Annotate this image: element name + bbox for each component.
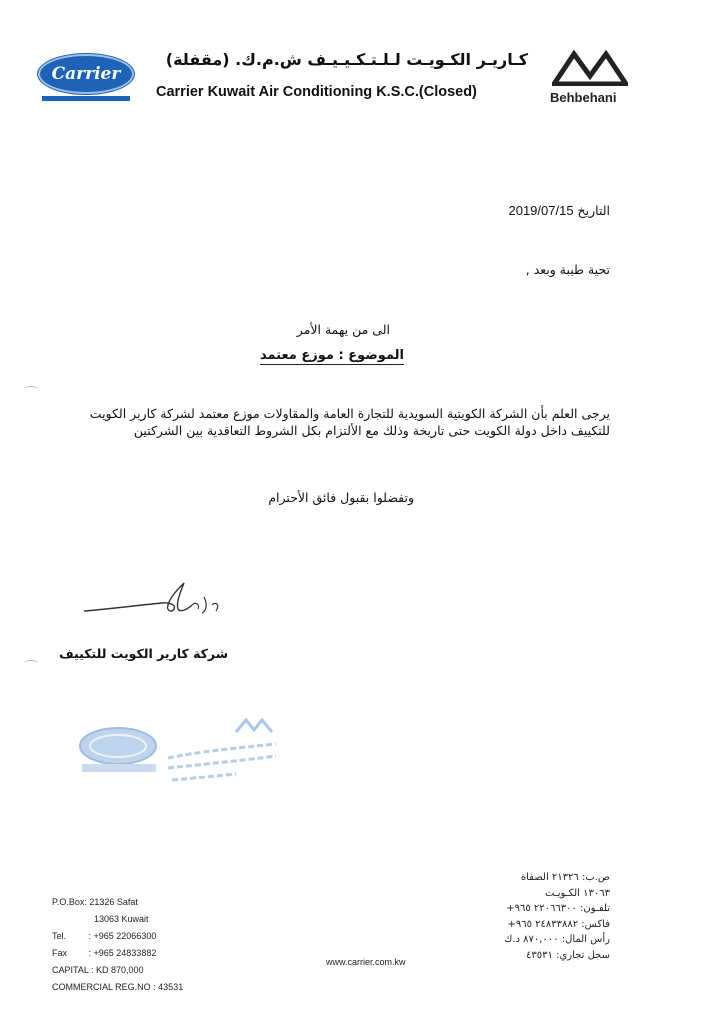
footer-contact-arabic: [504, 870, 610, 963]
date-value: 2019/07/15: [508, 203, 574, 218]
footer-city: 13063 Kuwait: [94, 914, 149, 924]
body-line: يرجى العلم بأن الشركة الكويتية السويدية للتجارة العامة والمقاولات موزع معتمد لشركة كارير الكويت: [89, 406, 610, 421]
letter-subject: الموضوع : موزع معتمد: [259, 348, 404, 363]
behbehani-name: Behbehani: [550, 90, 617, 105]
footer-fax: [52, 945, 183, 962]
punch-hole-mark: [24, 386, 38, 391]
behbehani-logo-icon: [552, 50, 628, 86]
carrier-logo-text: Carrier: [51, 64, 121, 84]
letter-body: [80, 405, 610, 439]
company-stamp: [76, 718, 286, 798]
fax-label: Fax: [52, 948, 68, 958]
footer-pobox: P.O.Box: 21326 Safat: [52, 897, 138, 907]
company-name-english: Carrier Kuwait Air Conditioning K.S.C.(Closed): [156, 84, 477, 100]
carrier-logo: [38, 54, 134, 94]
footer-capital: CAPITAL : KD 870,000: [52, 965, 144, 975]
signatory-company: شركة كارير الكويت للتكييف: [59, 646, 228, 661]
letter-date: [508, 203, 610, 218]
greeting: تحية طيبة وبعد ,: [525, 262, 610, 277]
handwritten-signature: [80, 575, 230, 625]
footer-ar-fax: فاكس: ٢٤٨٣٣٨٨٢ ٩٦٥+: [507, 918, 610, 930]
carrier-logo-strip: [42, 96, 130, 101]
date-label: التاريخ: [577, 203, 610, 218]
tel-label: Tel.: [52, 931, 67, 941]
fax-value: : +965 24833882: [88, 948, 157, 958]
footer-ar-pobox: ص.ب: ٢١٣٢٦ الصفاة: [520, 872, 610, 883]
website-link[interactable]: www.carrier.com.kw: [326, 957, 406, 967]
footer-ar-tel: تلفـون: ٢٢٠٦٦٣٠٠ ٩٦٥+: [506, 903, 610, 914]
letter-closing: وتفضلوا بقبول فائق الأحترام: [268, 490, 414, 505]
to-whom-it-may-concern: الى من يهمة الأمر: [296, 322, 390, 337]
footer-commercial-reg: COMMERCIAL REG.NO : 43531: [52, 982, 184, 992]
footer-ar-capital: رأس المال: ٨٧٠,٠٠٠ د.ك: [504, 934, 610, 945]
footer-ar-city: ١٣٠٦٣ الكـويـت: [544, 887, 610, 899]
tel-value: : +965 22066300: [88, 931, 157, 941]
body-line: للتكييف داخل دولة الكويت حتى تاريخة وذلك مع الألتزام بكل الشروط التعاقدية بين الشركتين: [133, 423, 610, 438]
footer-tel: [52, 928, 183, 945]
footer-ar-commercial-reg: سجل تجاري: ٤٣٥٣١: [526, 949, 610, 961]
footer-contact-english: [52, 894, 183, 996]
company-name-arabic: كـاريـر الكـويـت لـلـتـكـيـيـف ش.م.ك. (مقفلة): [165, 50, 528, 69]
punch-hole-mark: [24, 660, 38, 665]
